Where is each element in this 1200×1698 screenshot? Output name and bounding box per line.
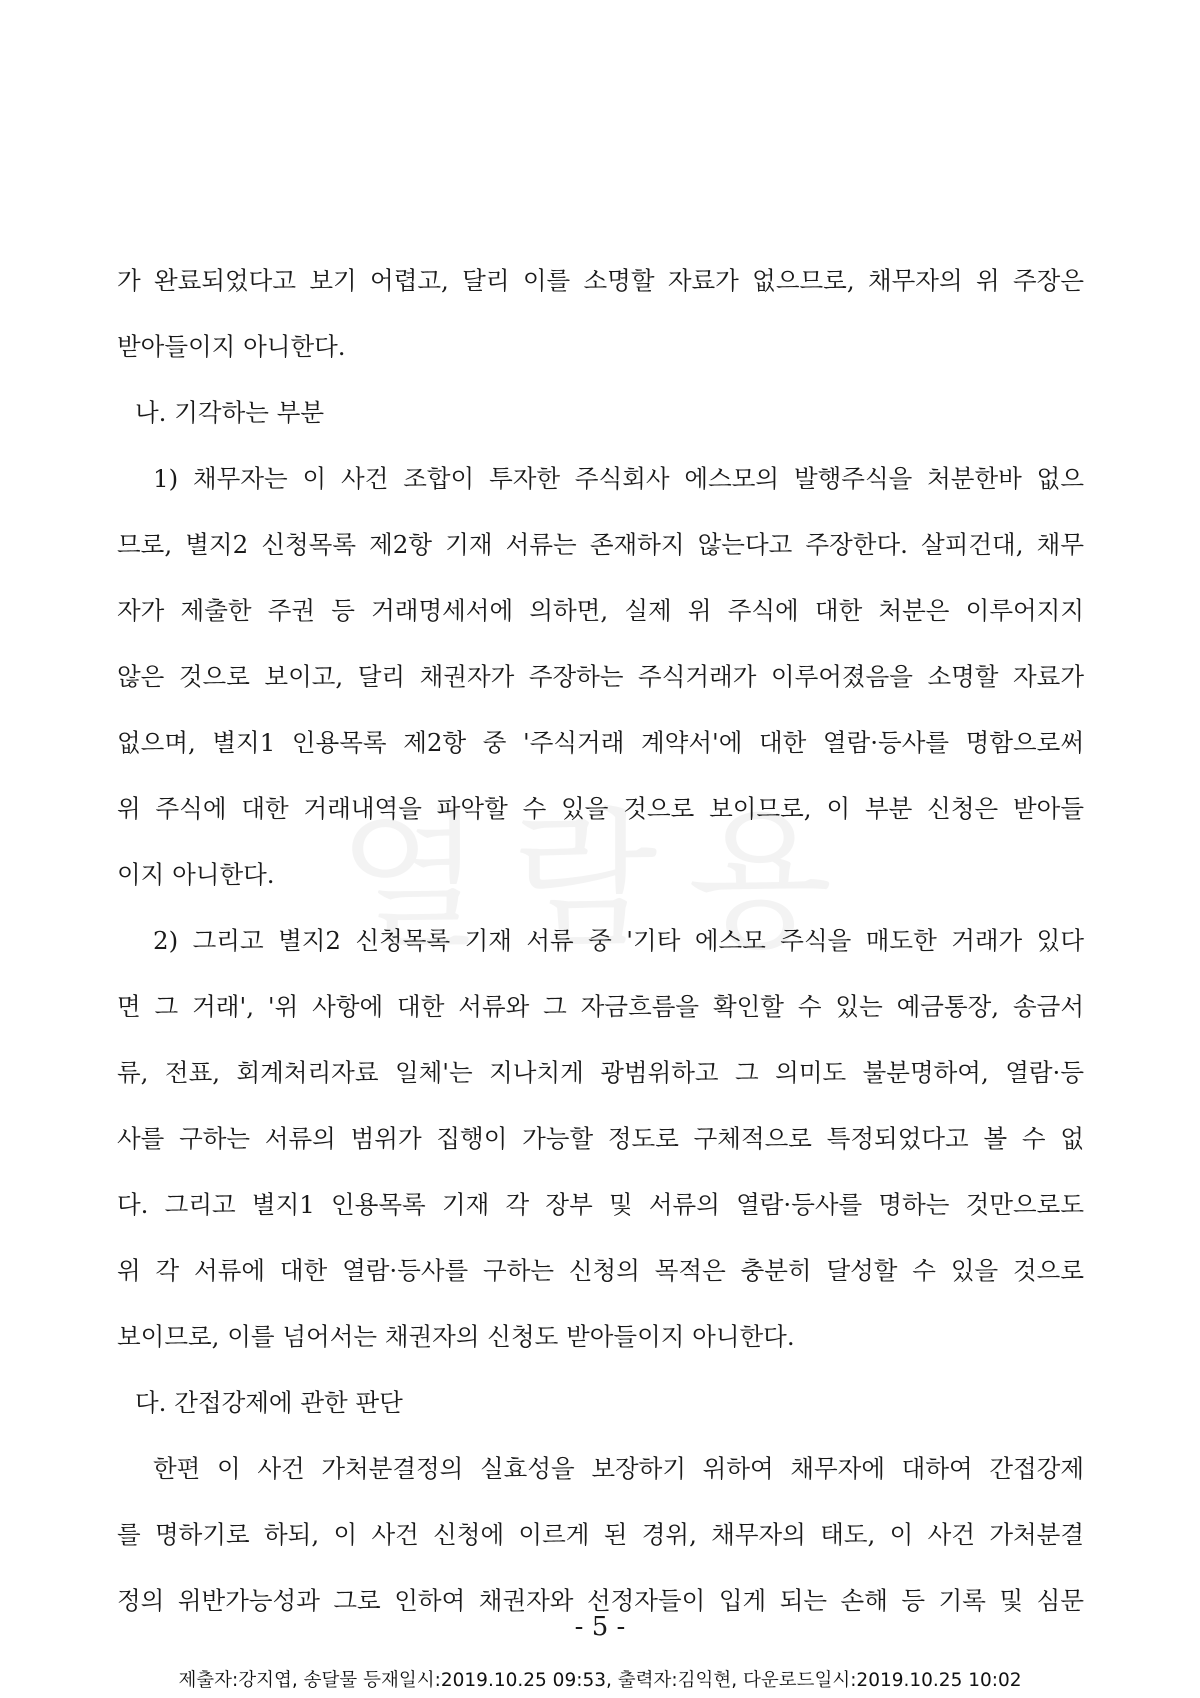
document-body bbox=[117, 248, 1084, 1634]
text-line: 이지 아니한다. bbox=[117, 860, 275, 889]
text-line: 받아들이지 아니한다. bbox=[117, 332, 346, 361]
text-line: 2) 그리고 별지2 신청목록 기재 서류 중 '기타 에스모 주식을 매도한 거래가 있다 bbox=[153, 926, 1084, 955]
text-line: 다. 그리고 별지1 인용목록 기재 각 장부 및 서류의 열람·등사를 명하는 것만으로도 bbox=[117, 1190, 1084, 1219]
text-line: 1) 채무자는 이 사건 조합이 투자한 주식회사 에스모의 발행주식을 처분한바 없으 bbox=[153, 464, 1084, 493]
text-line: 위 각 서류에 대한 열람·등사를 구하는 신청의 목적은 충분히 달성할 수 있을 것으로 bbox=[117, 1256, 1084, 1285]
text-line: 자가 제출한 주권 등 거래명세서에 의하면, 실제 위 주식에 대한 처분은 이루어지지 bbox=[117, 596, 1084, 625]
text-line: 보이므로, 이를 넘어서는 채권자의 신청도 받아들이지 아니한다. bbox=[117, 1322, 795, 1351]
text-line: 나. 기각하는 부분 bbox=[135, 398, 325, 427]
page-number: - 5 - bbox=[574, 1612, 626, 1642]
text-line: 한편 이 사건 가처분결정의 실효성을 보장하기 위하여 채무자에 대하여 간접강제 bbox=[153, 1454, 1084, 1483]
text-line: 다. 간접강제에 관한 판단 bbox=[135, 1388, 403, 1417]
text-line: 위 주식에 대한 거래내역을 파악할 수 있을 것으로 보이므로, 이 부분 신청은 받아들 bbox=[117, 794, 1084, 823]
footer-submission-info: 제출자:강지엽, 송달물 등재일시:2019.10.25 09:53, 출력자:김익현, 다운로드일시:2019.10.25 10:02 bbox=[178, 1670, 1022, 1691]
text-line: 류, 전표, 회계처리자료 일체'는 지나치게 광범위하고 그 의미도 불분명하여, 열람·등 bbox=[117, 1058, 1084, 1087]
text-line: 를 명하기로 하되, 이 사건 신청에 이르게 된 경위, 채무자의 태도, 이 사건 가처분결 bbox=[117, 1520, 1084, 1549]
text-line: 않은 것으로 보이고, 달리 채권자가 주장하는 주식거래가 이루어졌음을 소명할 자료가 bbox=[117, 662, 1084, 691]
text-line: 사를 구하는 서류의 범위가 집행이 가능할 정도로 구체적으로 특정되었다고 볼 수 없 bbox=[117, 1124, 1084, 1153]
text-line: 면 그 거래', '위 사항에 대한 서류와 그 자금흐름을 확인할 수 있는 예금통장, 송금서 bbox=[117, 992, 1084, 1021]
text-line: 므로, 별지2 신청목록 제2항 기재 서류는 존재하지 않는다고 주장한다. 살피건대, 채무 bbox=[117, 530, 1084, 559]
text-line: 가 완료되었다고 보기 어렵고, 달리 이를 소명할 자료가 없으므로, 채무자의 위 주장은 bbox=[117, 266, 1084, 295]
text-line: 정의 위반가능성과 그로 인하여 채권자와 선정자들이 입게 되는 손해 등 기록 및 심문 bbox=[117, 1586, 1084, 1615]
text-line: 없으며, 별지1 인용목록 제2항 중 '주식거래 계약서'에 대한 열람·등사를 명함으로써 bbox=[117, 728, 1084, 757]
